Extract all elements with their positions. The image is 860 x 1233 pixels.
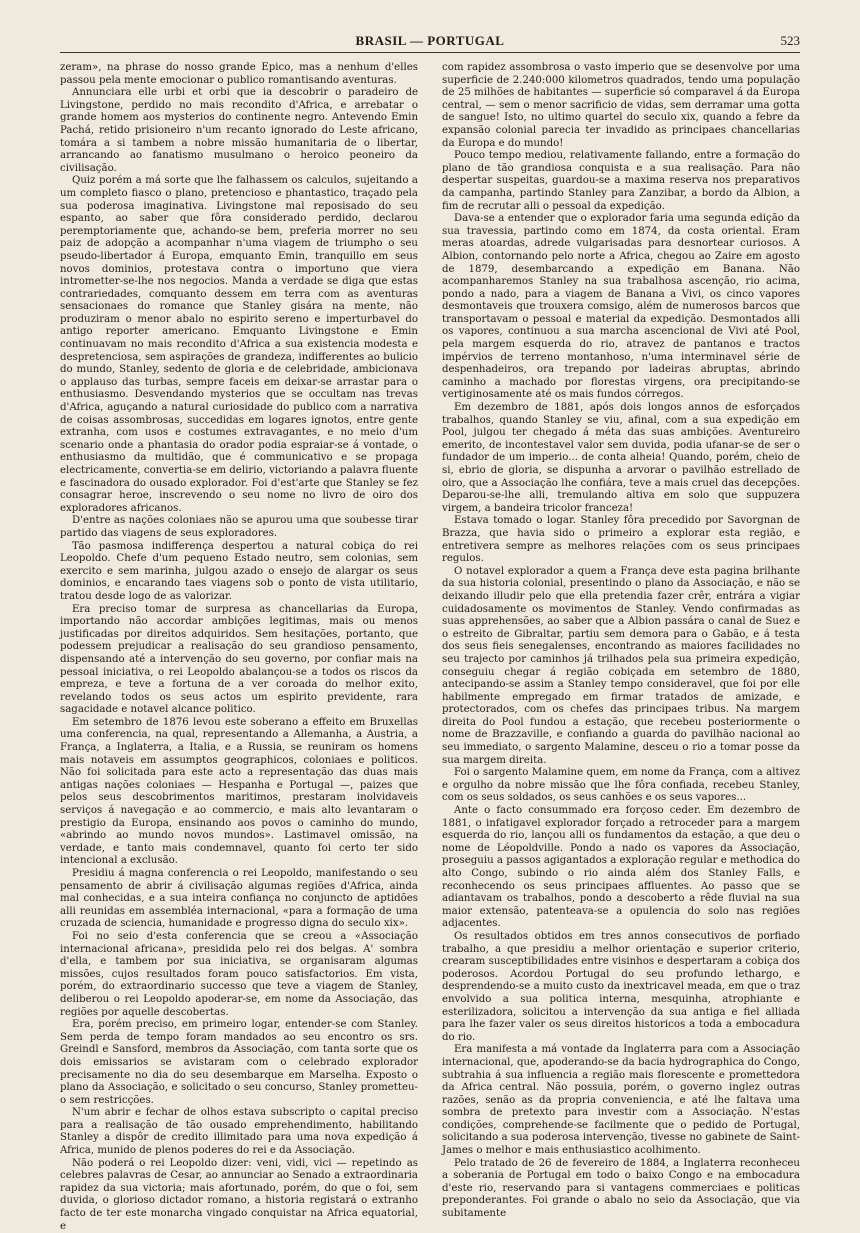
paragraph: D'entre as nações coloniaes não se apurou uma que soubesse tirar partido das viagens de seus exploradores.: [60, 515, 418, 539]
paragraph: Estava tomado o logar. Stanley fôra precedido por Savorgnan de Brazza, que havia sido o primeiro a explorar esta região, e entretivera sempre as melhores relações com os seus principaes regulos.: [442, 515, 800, 565]
running-title: BRASIL — PORTUGAL: [355, 33, 505, 48]
paragraph: Em setembro de 1876 levou este soberano a effeito em Bruxellas uma conferencia, na qual, representando a Allemanha, a Austria, a França, a Inglaterra, a Italia, e a Russia, se reuniram os homens mais notaveis em assumptos geographicos, coloniaes e politicos. Não foi solicitada para este acto a representação das duas mais antigas nações coloniaes — Hespanha e Portugal —, paizes que pelos seus descobrimentos maritimos, prestaram inolvidaveis serviços á navegação e ao commercio, e mais alto levantaram o prestigio da Europa, ensinando aos povos o caminho do mundo, «abrindo ao mundo novos mundos». Lastimavel omissão, na verdade, e tanto mais condemnavel, quanto foi certo ter sido intencional a exclusão.: [60, 716, 418, 867]
paragraph: Foi o sargento Malamine quem, em nome da França, com a altivez e orgulho da nobre missão que lhe fôra confiada, recebeu Stanley, com os seus soldados, os seus canhões e os seus vapores...: [442, 767, 800, 804]
paragraph: O notavel explorador a quem a França deve esta pagina brilhante da sua historia colonial, presentindo o plano da Associação, e não se deixando illudir pelo que ella pretendia fazer crêr, entrára a vigiar cuidadosamente os movimentos de Stanley. Vendo confirmadas as suas apprehensões, ao saber que a Albion passára o canal de Suez e o estreito de Gibraltar, partiu sem demora para o Gabão, e á testa dos seus fieis senegalenses, encontrando as maiores facilidades no seu trajecto por caminhos já trilhados pela sua primeira expedição, conseguiu chegar á região cobiçada em setembro de 1880, antecipando-se assim a Stanley tempo consideravel, que foi por elle habilmente empregado em firmar tratados de amizade, e protectorados, com os chefes das principaes tribus. Na margem direita do Pool fundou a estação, que recebeu posteriormente o nome de Brazzaville, e confiando a guarda do pavilhão nacional ao seu immediato, o sargento Malamine, desceu o rio a tomar posse da sua margem direita.: [442, 565, 800, 766]
paragraph: Presidiu á magna conferencia o rei Leopoldo, manifestando o seu pensamento de abrir á civilisação algumas regiões d'Africa, ainda mal conhecidas, e a sua inteira confiança no conjuncto de aptidões alli reunidas em assembléa internacional, «para a formação de uma cruzada de sciencia, humanidade e progresso digna do seculo xix».: [60, 868, 418, 930]
paragraph: Os resultados obtidos em tres annos consecutivos de porfiado trabalho, a que presidiu a melhor orientação e superior criterio, crearam susceptibilidades entre visinhos e despertaram a cobiça dos poderosos. Acordou Portugal do seu profundo lethargo, e desprendendo-se a muito custo da inextricavel meada, em que o traz envolvido a sua politica interna, mesquinha, atrophiante e esterilizadora, solicitou a intervenção da sua antiga e fiel alliada para lhe fazer valer os seus direitos historicos a toda a embocadura do rio.: [442, 930, 800, 1043]
paragraph: Pelo tratado de 26 de fevereiro de 1884, a Inglaterra reconheceu a soberania de Portugal em todo o baixo Congo e na embocadura d'este rio, reservando para si vantagens commerciaes e politicas preponderantes. Foi grande o abalo no seio da Associação, que via subitamente: [442, 1157, 800, 1220]
paragraph: com rapidez assombrosa o vasto imperio que se desenvolve por uma superficie de 2.240:000 kilometros quadrados, tendo uma população de 25 milhões de habitantes — superficie só comparavel á da Europa central, — sem o menor sacrificio de vidas, sem derramar uma gotta de sangue! Isto, no ultimo quartel do seculo xix, quando a febre da expansão colonial parecia ter invadido as principaes chancellarias da Europa e do mundo!: [442, 62, 800, 149]
paragraph: Ante o facto consummado era forçoso ceder. Em dezembro de 1881, o infatigavel explorador forçado a retroceder para a margem esquerda do rio, lançou alli os fundamentos da estação, a que deu o nome de Léopoldville. Pondo a nado os vapores da Associação, proseguiu a passos agigantados a exploração regular e methodica do alto Congo, subindo o rio ainda além dos Stanley Falls, e reconhecendo os seus principaes affluentes. Ao passo que se adiantavam os trabalhos, pondo a descoberto a rêde fluvial na sua maior extensão, patenteava-se a opulencia do solo nas regiões adjacentes.: [442, 805, 800, 930]
header-rule: [60, 52, 800, 53]
left-column: [60, 62, 418, 1232]
paragraph: zeram», na phrase do nosso grande Epico, mas a nenhum d'elles passou pela mente emocionar o publico romantisando aventuras.: [60, 62, 418, 86]
paragraph: Quiz porém a má sorte que lhe falhassem os calculos, sujeitando a um completo fiasco o plano, pretencioso e phantastico, traçado pela sua poderosa imaginativa. Livingstone mal reposisado do seu espanto, ao saber que fôra considerado perdido, declarou peremptoriamente que, achando-se bem, preferia morrer no seu paiz de adopção a acompanhar n'uma viagem de triumpho o seu pseudo-libertador á Europa, emquanto Emin, tranquillo em seus novos dominios, protestava contra o importuno que viera intrometter-se-lhe nos negocios. Manda a verdade se diga que estas contrariedades, comquanto dessem em terra com as aventuras sensacionaes do romance que Stanley gisára na mente, não produziram o menor abalo no espirito sereno e imperturbavel do antigo reporter americano. Emquanto Livingstone e Emin continuavam no mais recondito d'Africa a sua existencia modesta e despretenciosa, sem aspirações de grandeza, indifferentes ao bulicio do mundo, Stanley, sedento de gloria e de celebridade, ambicionava o applauso das turbas, sempre faceis em deixar-se arrastar para o enthusiasmo. Desvendando mysterios que se occultam nas trevas d'Africa, aguçando a natural curiosidade do publico com a narrativa de coisas assombrosas, succedidas em logares ignotos, entre gente extranha, com usos e costumes extravagantes, e no meio d'um scenario onde a phantasia do orador podia espraiar-se á vontade, o enthusiasmo da multidão, que é communicativo e se propaga electricamente, convertia-se em delirio, victoriando a palavra fluente e fascinadora do ousado explorador. Foi d'est'arte que Stanley se fez consagrar heroe, inscrevendo o seu nome no livro de oiro dos exploradores africanos.: [60, 175, 418, 514]
running-head: [60, 33, 800, 49]
paragraph: Pouco tempo mediou, relativamente fallando, entre a formação do plano de tão grandiosa conquista e a sua realisação. Para não despertar suspeitas, guardou-se a maxima reserva nos preparativos da campanha, partindo Stanley para Zanzibar, a bordo da Albion, a fim de recrutar alli o pessoal da expedição.: [442, 150, 800, 212]
paragraph: Não poderá o rei Leopoldo dizer: veni, vidi, vici — repetindo as celebres palavras de Cesar, ao annunciar ao Senado a extraordinaria rapidez da sua victoria; mais afortunado, porém, do que o foi, sem duvida, o glorioso dictador romano, a historia registará o extranho facto de ter este monarcha vingado conquistar na Africa equatorial, e: [60, 1157, 418, 1232]
right-column: [442, 62, 800, 1220]
paragraph: Era, porém preciso, em primeiro logar, entender-se com Stanley. Sem perda de tempo foram mandados ao seu encontro os srs. Greindl e Sansford, membros da Associação, com tanta sorte que os dois emissarios se avistaram com o celebrado explorador precisamente no dia do seu desembarque em Marselha. Exposto o plano da Associação, e solicitado o seu concurso, Stanley prometteu-o sem restricções.: [60, 1019, 418, 1106]
paragraph: Era manifesta a má vontade da Inglaterra para com a Associação internacional, que, apoderando-se da bacia hydrographica do Congo, subtrahia á sua influencia a região mais florescente e promettedora da Africa central. Não possuia, porém, o governo inglez outras razões, senão as da propria conveniencia, e até lhe faltava uma sombra de pretexto para investir com a Associação. N'estas condições, comprehende-se facilmente que o pedido de Portugal, solicitando a sua poderosa intervenção, tivesse no gabinete de Saint-James o melhor e mais enthusiastico acolhimento.: [442, 1044, 800, 1157]
paragraph: Em dezembro de 1881, após dois longos annos de esforçados trabalhos, quando Stanley se viu, afinal, com a sua expedição em Pool, julgou ter chegado á méta das suas ambições. Aventureiro emerito, de incontestavel valor sem duvida, podia ufanar-se de ser o fundador de um imperio... de conta alheia! Quando, porém, cheio de si, ebrio de gloria, se dispunha a arvorar o pavilhão estrellado de oiro, que a Associação lhe confiára, teve a mais cruel das decepções. Deparou-se-lhe alli, tremulando altiva em solo que suppuzera virgem, a bandeira tricolor franceza!: [442, 402, 800, 514]
paragraph: N'um abrir e fechar de olhos estava subscripto o capital preciso para a realisação de tão ousado emprehendimento, habilitando Stanley a dispôr de credito illimitado para uma nova expedição á Africa, munido de plenos poderes do rei e da Associação.: [60, 1107, 418, 1157]
paragraph: Annunciara elle urbi et orbi que ia descobrir o paradeiro de Livingstone, perdido no mais recondito d'Africa, e arrebatar o grande homem aos mysterios do continente negro. Antevendo Emin Pachá, retido prisioneiro n'um recanto ignorado do Leste africano, tomára a si tambem a nobre missão humanitaria de o libertar, arrancando ao fanatismo musulmano o heroico peoneiro da civilisação.: [60, 87, 418, 174]
paragraph: Era preciso tomar de surpresa as chancellarias da Europa, importando não accordar ambições legitimas, mais ou menos justificadas por direitos adquiridos. Sem hesitações, portanto, que podessem prejudicar a realisação do seu grandioso pensamento, dispensando até a intervenção do seu governo, por confiar mais na pessoal iniciativa, o rei Leopoldo abalançou-se a todos os riscos da empreza, e teve a fortuna de a ver coroada do melhor exito, revelando todos os seus actos um espirito previdente, rara sagacidade e notavel alcance politico.: [60, 603, 418, 716]
page-number: 523: [780, 33, 800, 48]
paragraph: Dava-se a entender que o explorador faria uma segunda edição da sua travessia, partindo como em 1874, da costa oriental. Eram meras atoardas, adrede vulgarisadas para desnortear curiosos. A Albion, contornando pelo norte a Africa, chegou ao Zaire em agosto de 1879, desembarcando a expedição em Banana. Não acompanharemos Stanley na sua trabalhosa ascenção, rio acima, pondo a nado, para a viagem de Banana a Vivi, os cinco vapores desmontaveis que trouxera comsigo, além de numerosos barcos que transportavam o pessoal e material da expedição. Desmontados alli os vapores, continuou a sua marcha ascencional de Vivi até Pool, pela margem esquerda do rio, atravez de pantanos e tractos impérvios de terreno montanhoso, n'uma interminavel série de despenhadeiros, ora trepando por ladeiras abruptas, abrindo caminho a machado por florestas virgens, ora precipitando-se vertiginosamente até os mais fundos córregos.: [442, 213, 800, 401]
paragraph: Tão pasmosa indifferença despertou a natural cobiça do rei Leopoldo. Chefe d'um pequeno Estado neutro, sem colonias, sem exercito e sem marinha, julgou azado o ensejo de alargar os seus dominios, e encarando taes viagens sob o ponto de vista utilitario, tratou desde logo de as valorizar.: [60, 540, 418, 602]
paragraph: Foi no seio d'esta conferencia que se creou a «Associação internacional africana», presidida pelo rei dos belgas. A' sombra d'ella, e tambem por sua iniciativa, se organisaram algumas missões, cujos resultados foram pouco satisfactorios. Em vista, porém, do extraordinario successo que teve a viagem de Stanley, deliberou o rei Leopoldo apoderar-se, em nome da Associação, das regiões por aquelle descobertas.: [60, 930, 418, 1018]
